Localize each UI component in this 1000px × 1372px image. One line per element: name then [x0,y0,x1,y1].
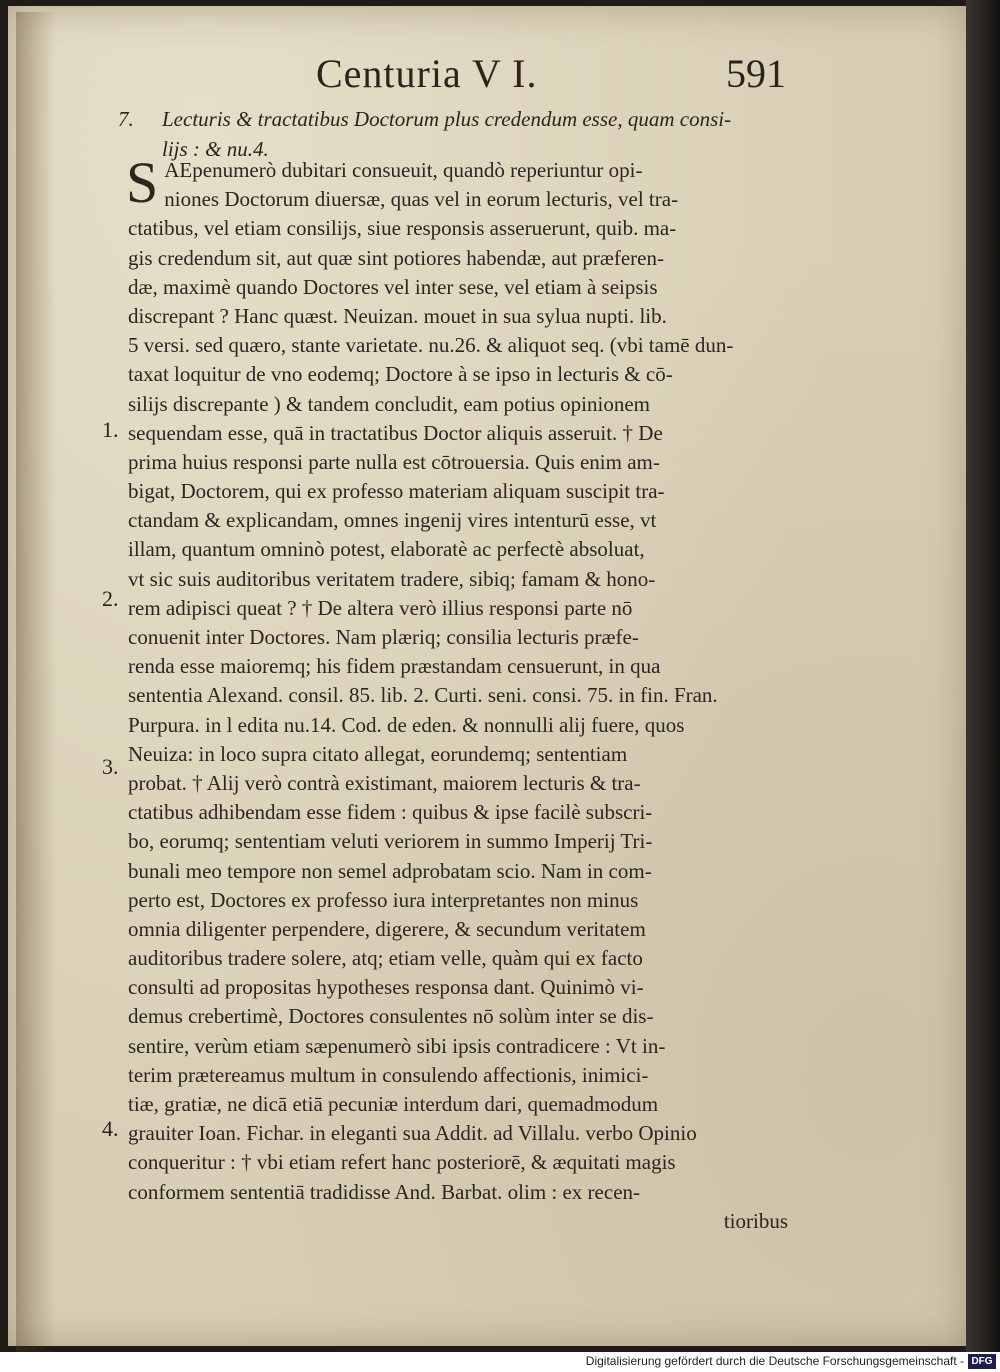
body-line: taxat loquitur de vno eodemq; Doctore à se ipso in lecturis & cō- [128,362,673,387]
body-line: perto est, Doctores ex professo iura interpretantes non minus [128,887,639,912]
body-line: bigat, Doctorem, qui ex professo materiam aliquam suscipit tra- [128,479,665,504]
body-line: AEpenumerò dubitari consueuit, quandò reperiuntur opi- [164,158,643,182]
body-line: conformem sententiā tradidisse And. Barbat. olim : ex recen- [128,1179,641,1204]
book-edge [966,0,1000,1352]
summary-line: Lecturis & tractatibus Doctorum plus credendum esse, quam consi- [162,107,732,131]
body-line: consulti ad propositas hypotheses responsa dant. Quinimò vi- [128,975,644,1000]
book-page [8,6,966,1346]
margin-number: 2. [102,586,119,611]
body-line: niones Doctorum diuersæ, quas vel in eorum lecturis, vel tra- [164,187,679,212]
body-line: sequendam esse, quā in tractatibus Doctor aliquis asseruit. † De [128,420,663,445]
body-line: sententia Alexand. consil. 85. lib. 2. Curti. seni. consi. 75. in fin. Fran. [128,683,718,708]
running-head: Centuria V I. [316,51,538,96]
body-line: discrepant ? Hanc quæst. Neuizan. mouet in sua sylua nupti. lib. [128,303,667,328]
margin-number: 3. [102,754,119,779]
body-line: prima huius responsi parte nulla est cōtrouersia. Quis enim am- [128,449,660,474]
body-line: silijs discrepante ) & tandem concludit, eam potius opinionem [128,391,650,416]
dfg-logo: DFG [968,1354,996,1369]
page-number: 591 [726,51,786,96]
body-line: renda esse maioremq; his fidem præstandam censuerunt, in qua [128,654,661,679]
gutter-shadow [16,12,56,1352]
body-lines [126,150,788,1207]
body-line: terim prætereamus multum in consulendo affectionis, inimici- [128,1062,649,1087]
drop-capital: S [126,150,159,215]
body-line: conuenit inter Doctores. Nam plæriq; consilia lecturis præfe- [128,625,639,649]
body-line: tiæ, gratiæ, ne dicā etiā pecuniæ interdum dari, quemadmodum [128,1092,659,1116]
footer-bar [0,1352,1000,1372]
body-line: gis credendum sit, aut quæ sint potiores habendæ, aut præferen- [128,245,664,270]
body-line: dæ, maximè quando Doctores vel inter sese, vel etiam à seipsis [128,274,658,299]
summary-number: 7. [118,107,134,131]
body-line: conqueritur : † vbi etiam refert hanc posteriorē, & æquitati magis [128,1150,676,1175]
page-header [8,50,966,110]
body-line: grauiter Ioan. Fichar. in eleganti sua Addit. ad Villalu. verbo Opinio [128,1121,697,1146]
section-summary [118,104,798,164]
body-line: vt sic suis auditoribus veritatem tradere, sibiq; famam & hono- [128,566,656,591]
body-line: illam, quantum omninò potest, elaboratè ac perfectè absoluat, [128,537,645,562]
body-line: bo, eorumq; sententiam veluti veriorem in summo Imperij Tri- [128,829,653,854]
margin-number: 1. [102,417,119,442]
body-line: auditoribus tradere solere, atq; etiam velle, quàm qui ex facto [128,946,643,971]
summary-line: lijs : & nu.4. [162,137,269,161]
catchword: tioribus [723,1208,788,1233]
body-line: 5 versi. sed quæro, stante varietate. nu.26. & aliquot seq. (vbi tamē dun- [128,333,734,358]
margin-number: 4. [102,1116,119,1141]
body-line: ctandam & explicandam, omnes ingenij vires intenturū esse, vt [128,508,657,533]
body-line: probat. † Alij verò contrà existimant, maiorem lecturis & tra- [128,770,641,795]
body-line: bunali meo tempore non semel adprobatam scio. Nam in com- [128,858,652,883]
body-line: rem adipisci queat ? † De altera verò illius responsi parte nō [128,595,633,620]
body-line: Purpura. in l edita nu.14. Cod. de eden. & nonnulli alij fuere, quos [128,712,685,737]
body-line: omnia diligenter perpendere, digerere, & secundum veritatem [128,916,646,941]
body-line: sentire, verùm etiam sæpenumerò sibi ipsis contradicere : Vt in- [128,1033,666,1058]
body-text [126,150,788,1236]
body-line: ctatibus, vel etiam consilijs, siue responsis asseruerunt, quib. ma- [128,216,677,241]
body-line: Neuiza: in loco supra citato allegat, eorundemq; sententiam [128,741,628,766]
body-line: demus crebertimè, Doctores consulentes nō solùm inter se dis- [128,1004,654,1029]
footer-credit: Digitalisierung gefördert durch die Deutsche Forschungsgemeinschaft - [585,1354,964,1368]
body-line: ctatibus adhibendam esse fidem : quibus & ipse facilè subscri- [128,800,653,825]
